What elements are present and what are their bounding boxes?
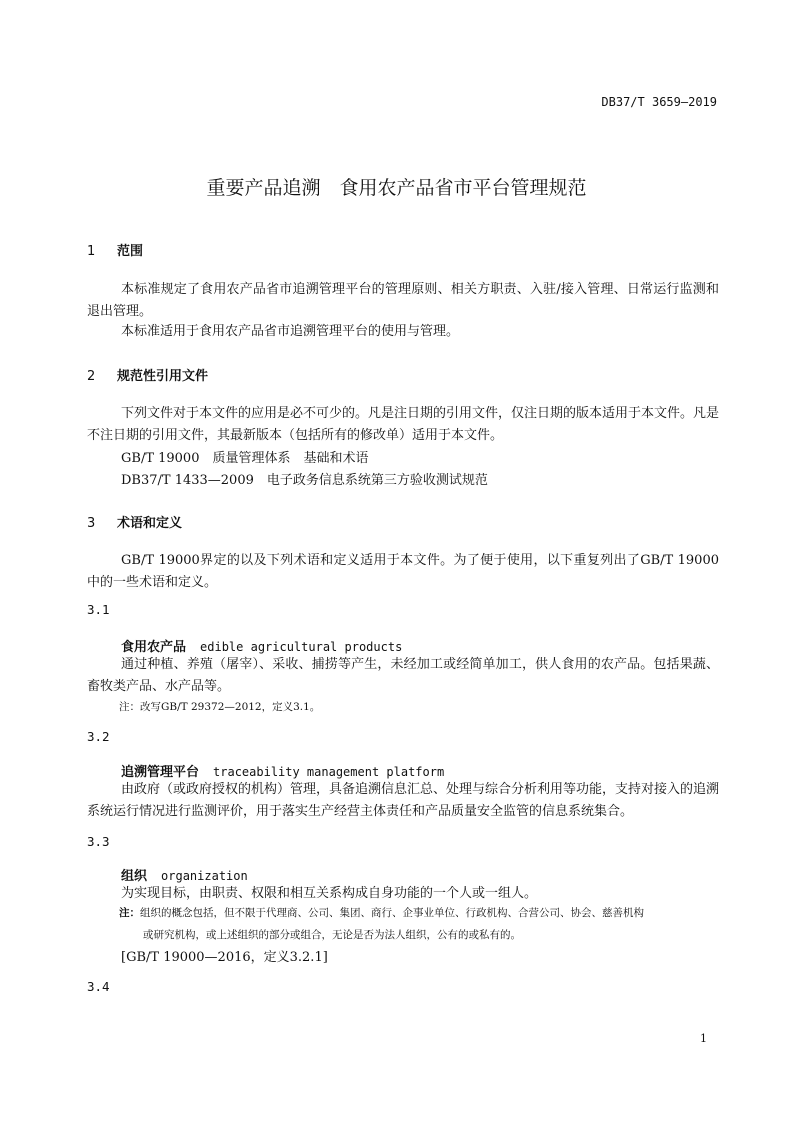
section-2-paragraph-1: 下列文件对于本文件的应用是必不可少的。凡是注日期的引用文件，仅注日期的版本适用于本文件。凡是不注日期的引用文件，其最新版本（包括所有的修改单）适用于本文件。 [87, 406, 720, 443]
normative-reference-2: DB37/T 1433—2009 电子政务信息系统第三方验收测试规范 [121, 473, 488, 488]
section-1-title: 范围 [117, 244, 144, 259]
term-3-3-en: organization [161, 869, 248, 883]
section-2-title: 规范性引用文件 [117, 369, 209, 384]
term-3-3-zh: 组织 [121, 869, 148, 884]
section-2-heading [87, 365, 208, 384]
term-3-2-heading [121, 761, 444, 780]
section-3-title: 术语和定义 [117, 516, 183, 531]
term-3-1-en: edible agricultural products [200, 640, 403, 654]
term-3-3-note-label: 注： [119, 907, 140, 919]
term-3-3-note-line-1: 组织的概念包括，但不限于代理商、公司、集团、商行、企事业单位、行政机构、合营公司、协会、慈善机构 [140, 907, 644, 919]
term-3-3-source: [GB/T 19000—2016，定义3.2.1] [121, 950, 328, 965]
term-3-3-heading [121, 865, 248, 884]
section-1-number: 1 [87, 244, 96, 259]
term-3-3-number: 3.3 [87, 834, 110, 849]
term-3-1-definition: 通过种植、养殖（屠宰）、采收、捕捞等产生，未经加工或经简单加工，供人食用的农产品。包括果蔬、畜牧类产品、水产品等。 [87, 657, 719, 694]
term-3-2-zh: 追溯管理平台 [121, 765, 200, 780]
section-3-paragraph-1: GB/T 19000界定的以及下列术语和定义适用于本文件。为了便于使用，以下重复列出了GB/T 19000中的一些术语和定义。 [87, 553, 719, 590]
section-1-heading [87, 240, 143, 259]
section-2-number: 2 [87, 369, 96, 384]
term-3-2-number: 3.2 [87, 729, 110, 744]
term-3-1-number: 3.1 [87, 602, 110, 617]
document-title: 重要产品追溯 食用农产品省市平台管理规范 [206, 177, 587, 199]
term-3-4-number: 3.4 [87, 979, 110, 994]
section-1-paragraph-1: 本标准规定了食用农产品省市追溯管理平台的管理原则、相关方职责、入驻/接入管理、日常运行监测和退出管理。 [87, 282, 719, 319]
term-3-1-note: 注：改写GB/T 29372—2012，定义3.1。 [119, 701, 321, 713]
normative-reference-1: GB/T 19000 质量管理体系 基础和术语 [121, 451, 369, 466]
term-3-2-definition: 由政府（或政府授权的机构）管理，具备追溯信息汇总、处理与综合分析利用等功能，支持对接入的追溯系统运行情况进行监测评价，用于落实生产经营主体责任和产品质量安全监管的信息系统集合。 [87, 782, 720, 819]
term-3-3-note-line-2: 或研究机构，或上述组织的部分或组合，无论是否为法人组织，公有的或私有的。 [143, 929, 521, 941]
term-3-1-zh: 食用农产品 [121, 640, 187, 655]
term-3-3-note [119, 905, 644, 920]
term-3-3-definition: 为实现目标，由职责、权限和相互关系构成自身功能的一个人或一组人。 [121, 886, 538, 901]
section-3-number: 3 [87, 516, 96, 531]
term-3-1-heading [121, 636, 402, 655]
document-code: DB37/T 3659—2019 [601, 95, 717, 109]
section-3-heading [87, 512, 182, 531]
page-number: 1 [700, 1032, 707, 1045]
term-3-2-en: traceability management platform [213, 765, 445, 779]
section-1-paragraph-2: 本标准适用于食用农产品省市追溯管理平台的使用与管理。 [121, 324, 460, 339]
